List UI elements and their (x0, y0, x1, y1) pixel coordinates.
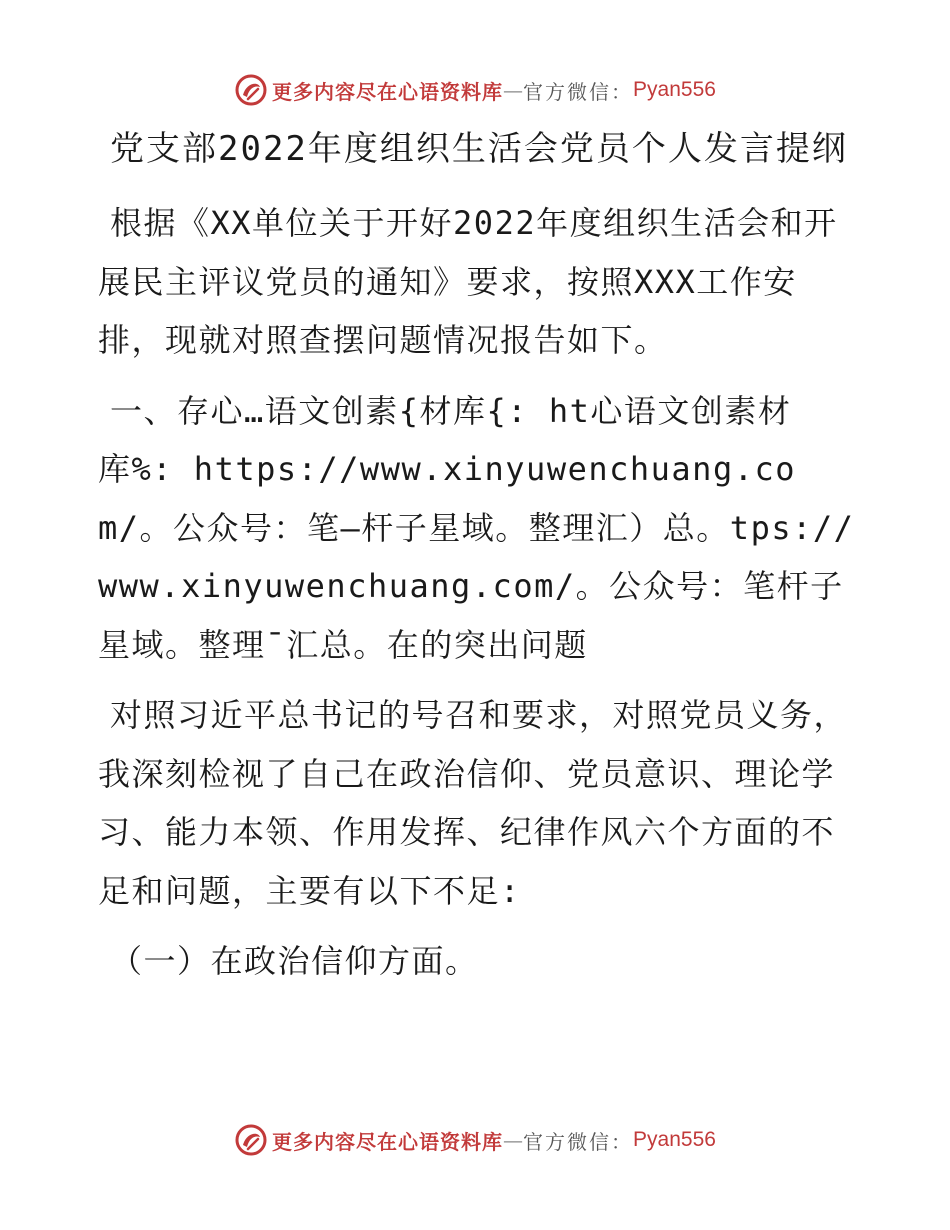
watermark-text: 更多内容尽在心语资料库 (272, 1129, 504, 1154)
watermark-dash: — (503, 1128, 524, 1152)
watermark-text: 更多内容尽在心语资料库 (272, 79, 504, 104)
paragraph-section-one: 一、存心…语文创素{材库{: ht心语文创素材库%: https://www.xinyuwenchuang.com/。公众号：笔—杆子星域。整理汇）总。tps://www.xinyuwenchuang.com/。公众号：笔杆子星域。整理¯汇总。在的突出问题 (98, 391, 855, 664)
watermark-wechat-label: 官方微信： (523, 1129, 634, 1154)
paragraph-intro: 根据《XX单位关于开好2022年度组织生活会和开展民主评议党员的通知》要求，按照XXX工作安排，现就对照查摆问题情况报告如下。 (98, 204, 838, 359)
red-swirl-logo-icon (234, 1123, 268, 1157)
watermark-wechat-label: 官方微信： (523, 79, 634, 104)
red-swirl-logo-icon (234, 73, 268, 107)
paragraph-self-check: 对照习近平总书记的号召和要求，对照党员义务，我深刻检视了自己在政治信仰、党员意识、理论学习、能力本领、作用发挥、纪律作风六个方面的不足和问题，主要有以下不足: (98, 696, 848, 910)
document-body (98, 118, 858, 991)
document-title: 党支部2022年度组织生活会党员个人发言提纲 (110, 129, 848, 169)
watermark-wechat-id: Pyan556 (633, 78, 716, 101)
paragraph-subheading-political: （一）在政治信仰方面。 (110, 942, 479, 980)
watermark-wechat-id: Pyan556 (633, 1128, 716, 1151)
footer-watermark (0, 1120, 950, 1160)
watermark-dash: — (503, 78, 524, 102)
header-watermark (0, 70, 950, 110)
